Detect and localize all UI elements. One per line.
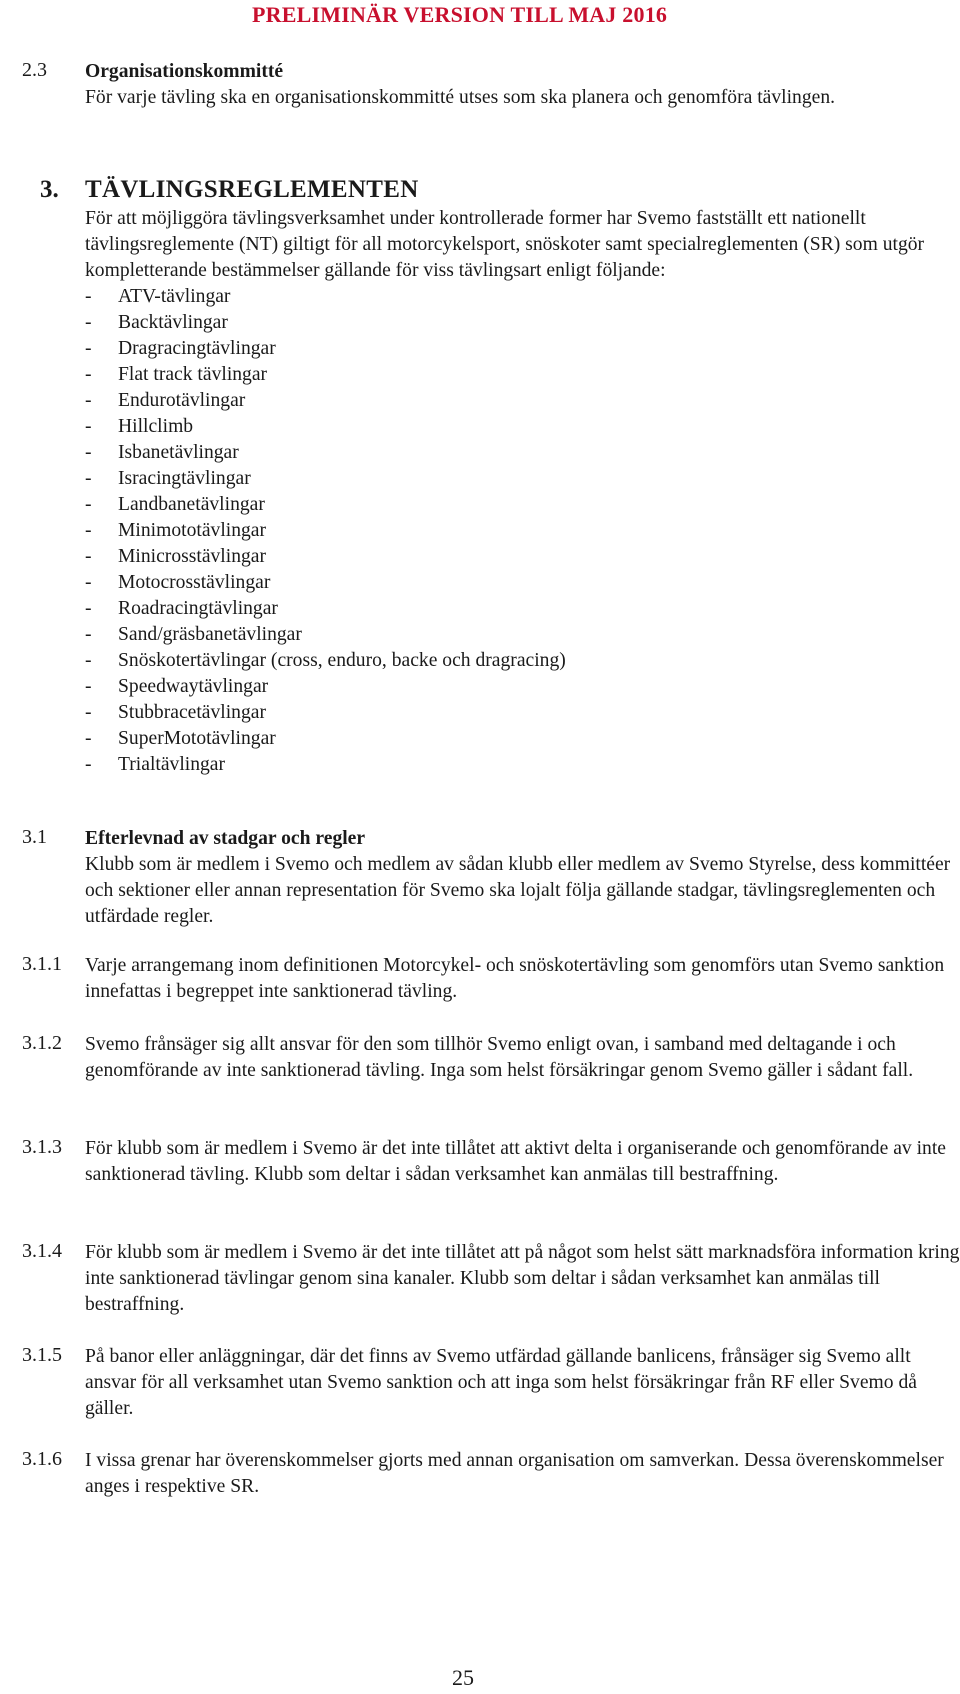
chapter-number: 3. bbox=[40, 176, 59, 203]
list-item: - Snöskotertävlingar (cross, enduro, backe och dragracing) bbox=[85, 648, 960, 674]
list-item: - Speedwaytävlingar bbox=[85, 674, 960, 700]
list-item: - Sand/gräsbanetävlingar bbox=[85, 622, 960, 648]
list-item: - Backtävlingar bbox=[85, 310, 960, 336]
section-number: 2.3 bbox=[22, 59, 47, 81]
section-text: På banor eller anläggningar, där det finns av Svemo utfärdad gällande banlicens, frånsäger sig Svemo allt ansvar för all verksamhet utan Svemo sanktion och att inga som helst försäkringar från RF eller Svemo då gäller. bbox=[85, 1346, 917, 1419]
chapter-intro: För att möjliggöra tävlingsverksamhet under kontrollerade former har Svemo fastställt ett nationellt tävlingsreglemente (NT) giltigt för all motorcykelsport, snöskoter samt specialreglementen (SR) som utgör kompletterande bestämmelser gällande för viss tävlingsart enligt följande: bbox=[85, 208, 925, 281]
list-item: - Flat track tävlingar bbox=[85, 362, 960, 388]
section-text: Svemo frånsäger sig allt ansvar för den som tillhör Svemo enligt ovan, i samband med deltagande i och genomförande av inte sanktionerad tävling. Inga som helst försäkringar genom Svemo gäller i sådant fall. bbox=[85, 1034, 914, 1081]
list-item: - Landbanetävlingar bbox=[85, 492, 960, 518]
list-item: - Motocrosstävlingar bbox=[85, 570, 960, 596]
chapter-title: TÄVLINGSREGLEMENTEN bbox=[85, 176, 419, 203]
section-text: Klubb som är medlem i Svemo och medlem av sådan klubb eller medlem av Svemo Styrelse, dess kommittéer och sektioner eller annan representation för Svemo ska lojalt följa gällande stadgar, tävlingsreglementen och utfärdade regler. bbox=[85, 854, 951, 927]
section-text: Varje arrangemang inom definitionen Motorcykel- och snöskotertävling som genomförs utan Svemo sanktion innefattas i begreppet inte sanktionerad tävling. bbox=[85, 955, 945, 1002]
preliminary-banner: PRELIMINÄR VERSION TILL MAJ 2016 bbox=[252, 2, 668, 27]
section-heading: Efterlevnad av stadgar och regler bbox=[85, 828, 366, 849]
list-item: - Roadracingtävlingar bbox=[85, 596, 960, 622]
section-text: I vissa grenar har överenskommelser gjorts med annan organisation om samverkan. Dessa överenskommelser anges i respektive SR. bbox=[85, 1450, 944, 1497]
list-item: - ATV-tävlingar bbox=[85, 284, 960, 310]
section-text: För klubb som är medlem i Svemo är det inte tillåtet att aktivt delta i organiserande och genomförande av inte sanktionerad tävling. Klubb som deltar i sådan verksamhet kan anmälas till bestraffning. bbox=[85, 1138, 946, 1185]
section-heading: Organisationskommitté bbox=[85, 61, 284, 82]
list-item: - Isracingtävlingar bbox=[85, 466, 960, 492]
section-number: 3.1 bbox=[22, 826, 47, 848]
list-item: - Dragracingtävlingar bbox=[85, 336, 960, 362]
section-number: 3.1.4 bbox=[22, 1240, 62, 1262]
list-item: - Isbanetävlingar bbox=[85, 440, 960, 466]
list-item: - Endurotävlingar bbox=[85, 388, 960, 414]
section-number: 3.1.5 bbox=[22, 1344, 62, 1366]
list-item: - Trialtävlingar bbox=[85, 752, 960, 778]
competition-list bbox=[85, 284, 960, 778]
list-item: - Minimototävlingar bbox=[85, 518, 960, 544]
section-number: 3.1.6 bbox=[22, 1448, 62, 1470]
section-number: 3.1.3 bbox=[22, 1136, 62, 1158]
section-number: 3.1.2 bbox=[22, 1032, 62, 1054]
list-item: - SuperMototävlingar bbox=[85, 726, 960, 752]
section-number: 3.1.1 bbox=[22, 953, 62, 975]
section-text: För varje tävling ska en organisationskommitté utses som ska planera och genomföra tävlingen. bbox=[85, 87, 836, 108]
section-text: För klubb som är medlem i Svemo är det inte tillåtet att på något som helst sätt marknadsföra information kring inte sanktionerad tävlingar genom sina kanaler. Klubb som deltar i sådan verksamhet kan anmälas till bestraffning. bbox=[85, 1242, 960, 1315]
list-item: - Minicrosstävlingar bbox=[85, 544, 960, 570]
page-number: 25 bbox=[452, 1665, 474, 1690]
list-item: - Hillclimb bbox=[85, 414, 960, 440]
list-item: - Stubbracetävlingar bbox=[85, 700, 960, 726]
